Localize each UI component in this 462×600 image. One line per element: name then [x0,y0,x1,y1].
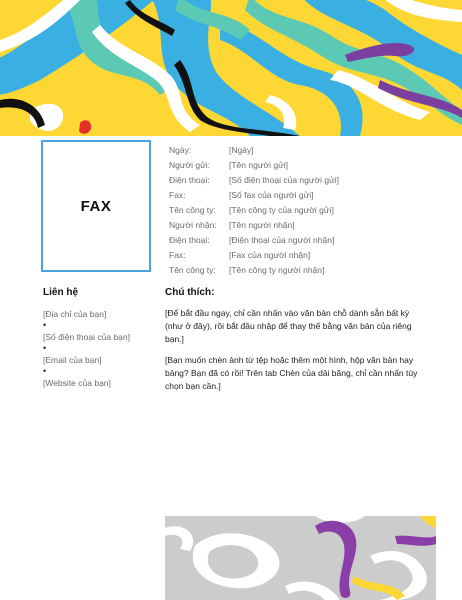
bullet-separator: • [43,320,47,330]
footer-artwork [165,516,436,600]
bullet-separator: • [43,343,47,353]
field-label: Điện thoại: [169,175,210,185]
field-row-sender [169,158,339,173]
field-label: Tên công ty: [169,205,216,215]
contact-heading[interactable]: Liên hệ [43,287,79,298]
field-row-recipient-phone [169,233,339,248]
field-value-date[interactable]: [Ngày] [229,145,254,155]
field-value-recipient-name[interactable]: [Tên người nhận] [229,220,295,230]
field-value-sender-phone[interactable]: [Số điện thoại của người gửi] [229,175,340,185]
notes-section [165,287,423,401]
notes-paragraph-2[interactable]: [Bạn muốn chèn ảnh từ tệp hoặc thêm một hình, hộp văn bản hay bảng? Bạn đã có rồi! Trên tab Chèn của dải băng, chỉ cần nhấn tùy chọn bạn cần.] [165,355,418,391]
field-row-sender-company [169,203,339,218]
field-value-recipient-fax[interactable]: [Fax của người nhận] [229,250,311,260]
field-label: Tên công ty: [169,265,216,275]
contact-phone[interactable]: [Số điện thoại của bạn] [43,332,130,342]
field-row-date [169,143,339,158]
field-row-sender-phone [169,173,339,188]
field-label: Ngày: [169,145,192,155]
field-row-recipient-fax [169,248,339,263]
notes-paragraph-1[interactable]: [Để bắt đầu ngay, chỉ cần nhấn vào văn bản chỗ dành sẵn bất kỳ (như ở đây), rồi bắt đầu nhập để thay thế bằng văn bản của riêng bạn.] [165,308,412,344]
notes-heading[interactable]: Chú thích: [165,287,215,298]
field-label: Điện thoại: [169,235,210,245]
contact-email[interactable]: [Email của bạn] [43,355,102,365]
field-value-sender-name[interactable]: [Tên người gửi] [229,160,289,170]
field-row-sender-fax [169,188,339,203]
field-label: Fax: [169,190,186,200]
field-label: Fax: [169,250,186,260]
fax-title[interactable]: FAX [80,197,112,215]
field-value-sender-fax[interactable]: [Số fax của người gửi] [229,190,314,200]
field-label: Người gửi: [169,160,211,170]
field-label: Người nhận: [169,220,217,230]
header-banner-artwork [0,0,462,136]
bullet-separator: • [43,366,47,376]
field-value-recipient-phone[interactable]: [Điện thoại của người nhận] [229,235,335,245]
fax-header-fields [169,143,339,278]
marble-swirl-image [0,0,462,136]
contact-address[interactable]: [Địa chỉ của bạn] [43,309,107,319]
field-row-recipient [169,218,339,233]
contact-website[interactable]: [Website của bạn] [43,378,111,388]
gray-marble-swirl-image [165,516,436,600]
fax-title-box [41,140,151,272]
field-value-sender-company[interactable]: [Tên công ty của người gửi] [229,205,334,215]
contact-section [43,287,153,389]
field-row-recipient-company [169,263,339,278]
field-value-recipient-company[interactable]: [Tên công ty người nhận] [229,265,325,275]
